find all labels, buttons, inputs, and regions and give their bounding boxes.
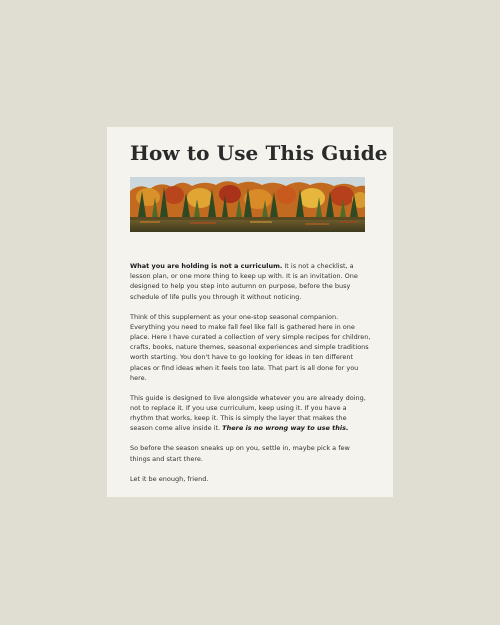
autumn-banner-image [130, 177, 365, 232]
paragraph-intro-lead: What you are holding is not a curriculum. [130, 262, 283, 270]
guide-page [107, 127, 393, 497]
paragraph-alongside [130, 393, 371, 434]
paragraph-alongside-text: This guide is designed to live alongside whatever you are already doing, not to replace it. If you use curriculum, keep using it. If you have a rhythm that works, keep it. This is simply the layer that makes the season come alive inside it. [130, 393, 366, 433]
page-title: How to Use This Guide [130, 141, 388, 165]
paragraph-closing: Let it be enough, friend. [130, 474, 209, 483]
paragraph-alongside-emphasis: There is no wrong way to use this. [222, 424, 349, 433]
paragraph-settle-in: So before the season sneaks up on you, settle in, maybe pick a few things and start there. [130, 444, 350, 463]
guide-body [130, 261, 371, 484]
paragraph-companion: Think of this supplement as your one-stop seasonal companion. Everything you need to make fall feel like fall is gathered here in one place. Here I have curated a collection of very simple recipes for children, crafts, books, nature themes, seasonal experiences and simple traditions worth starting. You don't have to go looking for ideas in ten different places or find ideas when it feels too late. That part is all done for you here. [130, 312, 371, 382]
paragraph-intro-text: It is not a checklist, a lesson plan, or one more thing to keep up with. It is an invitation. One designed to help you step into autumn on purpose, before the busy schedule of life pulls you through it without noticing. [130, 262, 358, 301]
paragraph-intro [130, 261, 371, 302]
